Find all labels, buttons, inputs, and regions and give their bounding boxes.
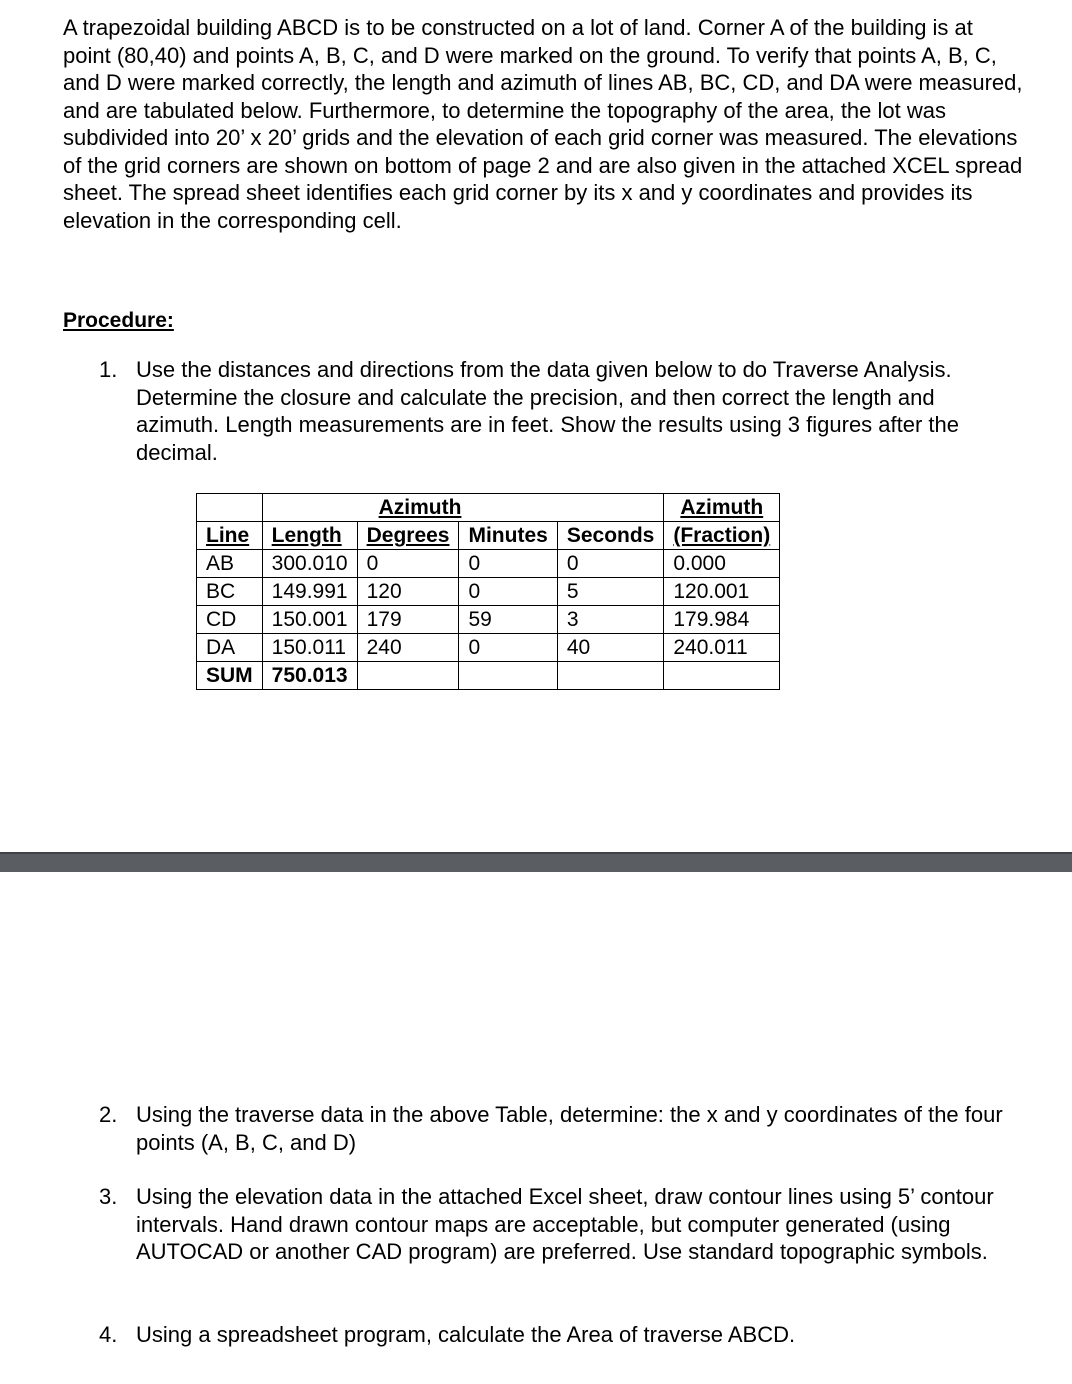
sum-label: SUM	[197, 662, 263, 690]
fraction-cell: 0.000	[664, 550, 780, 578]
table-row	[197, 606, 780, 634]
column-header-fraction: (Fraction)	[664, 522, 780, 550]
step-number: 3.	[99, 1184, 118, 1209]
table-cell	[357, 662, 459, 690]
length-cell: 300.010	[262, 550, 357, 578]
seconds-cell: 5	[557, 578, 664, 606]
minutes-cell: 0	[459, 578, 557, 606]
length-cell: 150.011	[262, 634, 357, 662]
fraction-cell: 120.001	[664, 578, 780, 606]
minutes-cell: 59	[459, 606, 557, 634]
table-cell	[664, 662, 780, 690]
step-text: Using the elevation data in the attached Excel sheet, draw contour lines using 5’ contour intervals. Hand drawn contour maps are acceptable, but computer generated (using AUTOCAD or another CAD program) are preferred. Use standard topographic symbols.	[136, 1184, 994, 1264]
column-header-minutes: Minutes	[459, 522, 557, 550]
table-header-row	[197, 522, 780, 550]
table-sum-row	[197, 662, 780, 690]
column-header-line: Line	[197, 522, 263, 550]
degrees-cell: 179	[357, 606, 459, 634]
line-cell: BC	[197, 578, 263, 606]
seconds-cell: 40	[557, 634, 664, 662]
line-cell: DA	[197, 634, 263, 662]
page-divider	[0, 852, 1072, 872]
table-row	[197, 550, 780, 578]
column-header-seconds: Seconds	[557, 522, 664, 550]
fraction-cell: 240.011	[664, 634, 780, 662]
length-cell: 149.991	[262, 578, 357, 606]
seconds-cell: 0	[557, 550, 664, 578]
step-text: Use the distances and directions from the data given below to do Traverse Analysis. Determine the closure and calculate the precision, and then correct the length and azimuth. Length measurements are in feet. Show the results using 3 figures after the decimal.	[136, 357, 960, 465]
table-group-header-row	[197, 494, 780, 522]
table-row	[197, 578, 780, 606]
table-cell	[459, 662, 557, 690]
step-number: 1.	[99, 357, 118, 382]
traverse-data-table	[196, 493, 780, 690]
intro-paragraph: A trapezoidal building ABCD is to be constructed on a lot of land. Corner A of the building is at point (80,40) and points A, B, C, and D were marked on the ground. To verify that points A, B, C, and D were marked correctly, the length and azimuth of lines AB, BC, CD, and DA were measured, and are tabulated below. Furthermore, to determine the topography of the area, the lot was subdivided into 20’ x 20’ grids and the elevation of each grid corner was measured. The elevations of the grid corners are shown on bottom of page 2 and are also given in the attached XCEL spread sheet. The spread sheet identifies each grid corner by its x and y coordinates and provides its elevation in the corresponding cell.	[63, 15, 1023, 233]
degrees-cell: 240	[357, 634, 459, 662]
degrees-cell: 120	[357, 578, 459, 606]
step-text: Using the traverse data in the above Table, determine: the x and y coordinates of the four points (A, B, C, and D)	[136, 1102, 1003, 1155]
azimuth-fraction-group-header: Azimuth	[664, 494, 780, 522]
step-number: 2.	[99, 1102, 118, 1127]
step-text: Using a spreadsheet program, calculate the Area of traverse ABCD.	[136, 1322, 796, 1347]
minutes-cell: 0	[459, 634, 557, 662]
length-cell: 150.001	[262, 606, 357, 634]
line-cell: CD	[197, 606, 263, 634]
line-cell: AB	[197, 550, 263, 578]
sum-length: 750.013	[262, 662, 357, 690]
table-row	[197, 634, 780, 662]
column-header-degrees: Degrees	[357, 522, 459, 550]
procedure-heading: Procedure:	[63, 309, 174, 332]
column-header-length: Length	[262, 522, 357, 550]
seconds-cell: 3	[557, 606, 664, 634]
minutes-cell: 0	[459, 550, 557, 578]
azimuth-group-header: Azimuth	[262, 494, 664, 522]
degrees-cell: 0	[357, 550, 459, 578]
fraction-cell: 179.984	[664, 606, 780, 634]
step-number: 4.	[99, 1322, 118, 1347]
table-cell	[197, 494, 263, 522]
table-cell	[557, 662, 664, 690]
